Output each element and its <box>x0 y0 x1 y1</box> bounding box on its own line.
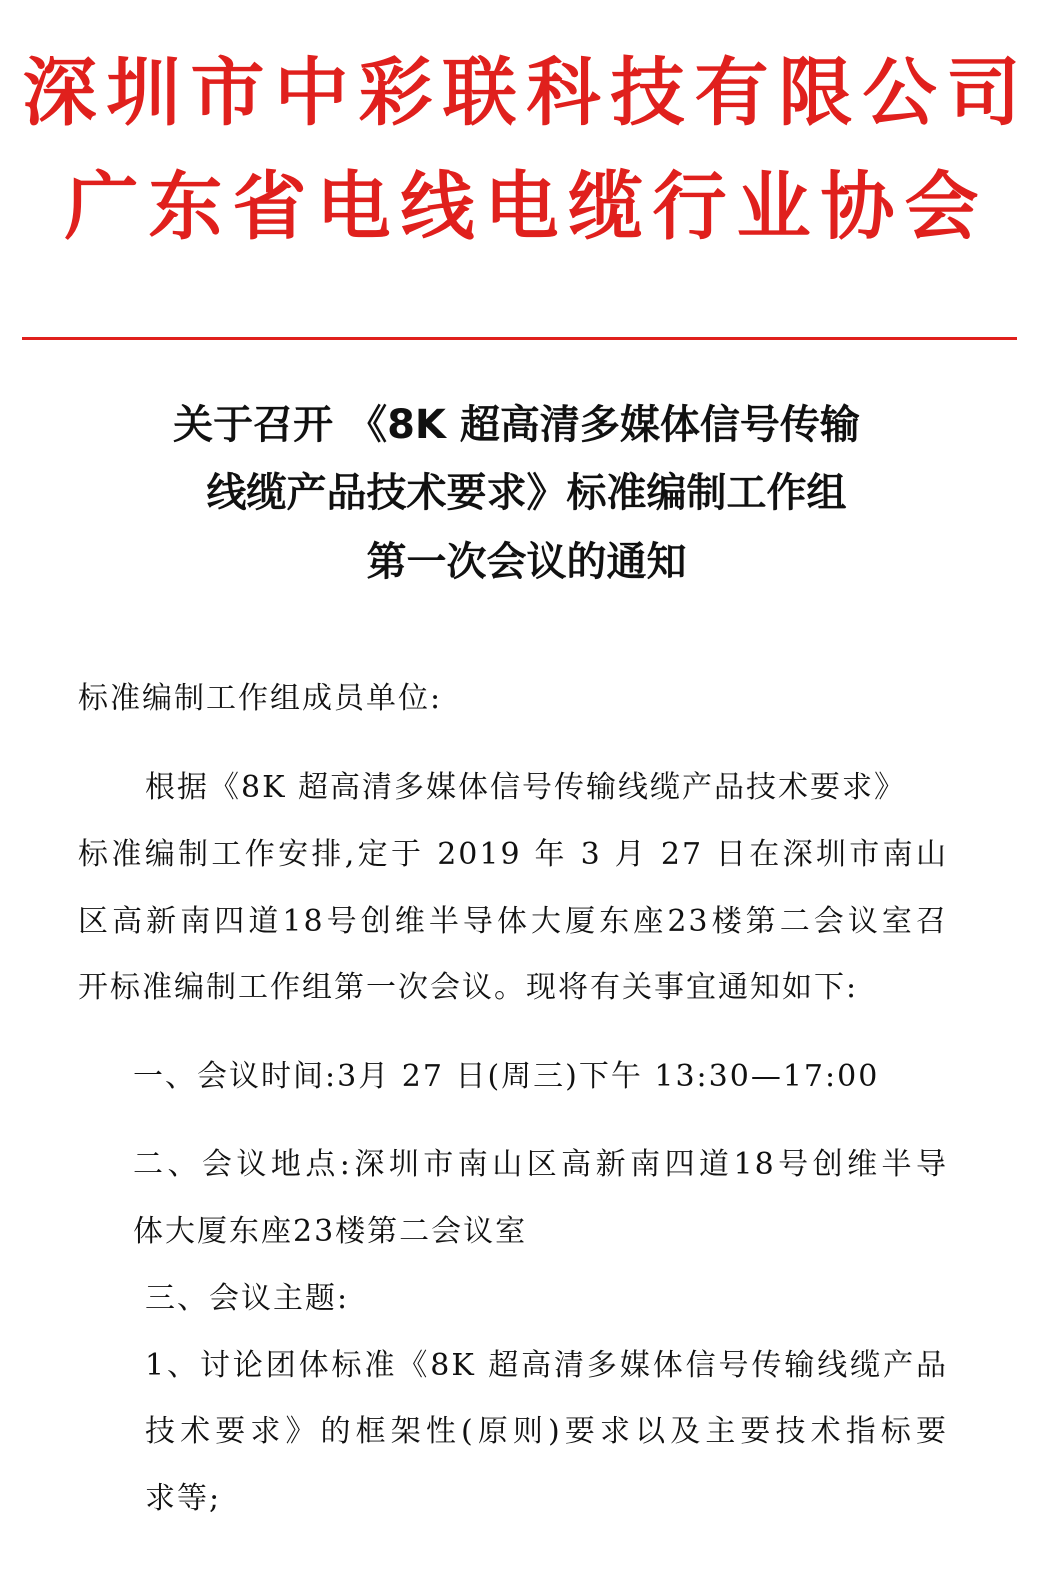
item-meeting-time: 一、会议时间:3月 27 日(周三)下午 13:30—17:00 <box>133 1059 880 1094</box>
salutation: 标准编制工作组成员单位: <box>78 681 443 716</box>
topic-1-line-3: 求等; <box>145 1481 222 1516</box>
item-meeting-place-line-2: 体大厦东座23楼第二会议室 <box>133 1214 528 1249</box>
topic-1-line-2: 技术要求》的框架性(原则)要求以及主要技术指标要 <box>145 1414 948 1449</box>
org-name-1: 深圳市中彩联科技有限公司 <box>22 50 1031 136</box>
para1-line-1: 根据《8K 超高清多媒体信号传输线缆产品技术要求》 <box>145 770 907 805</box>
title-line-2: 线缆产品技术要求》标准编制工作组 <box>206 470 847 516</box>
org-name-2: 广东省电线电缆行业协会 <box>64 164 989 250</box>
red-divider <box>22 337 1017 340</box>
para1-line-4: 开标准编制工作组第一次会议。现将有关事宜通知如下: <box>78 970 859 1005</box>
para1-line-2: 标准编制工作安排,定于 2019 年 3 月 27 日在深圳市南山 <box>78 837 948 872</box>
item-meeting-topic: 三、会议主题: <box>145 1281 350 1316</box>
topic-1-line-1: 1、讨论团体标准《8K 超高清多媒体信号传输线缆产品 <box>145 1348 948 1383</box>
item-meeting-place-line-1: 二、会议地点:深圳市南山区高新南四道18号创维半导 <box>133 1147 948 1182</box>
title-line-1: 关于召开 《8K 超高清多媒体信号传输 <box>173 402 860 448</box>
para1-line-3: 区高新南四道18号创维半导体大厦东座23楼第二会议室召 <box>78 904 948 939</box>
title-line-3: 第一次会议的通知 <box>366 539 687 585</box>
